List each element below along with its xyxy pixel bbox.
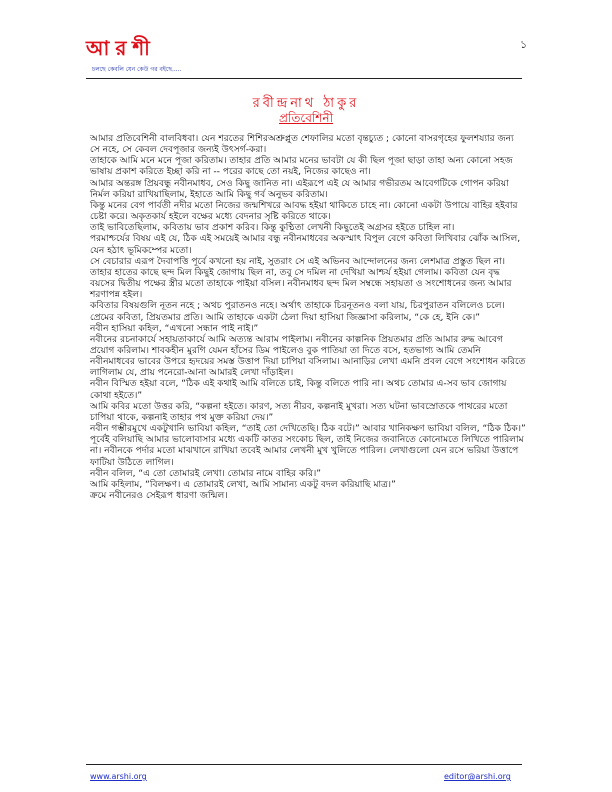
paragraph: পূর্বেই বলিয়াছি আমার ভালোবাসার মধ্যে একটি কাতর সংকোচ ছিল, তাই নিজের জবানিতে কোনোমতে লিখিতে পারিলাম না। নবীনকে পর্দার মতো মাঝখানে রাখিয়া তবেই আমার লেখনী মুখ খুলিতে পারিল। লেখাগুলো যেন রসে ভরিয়া উত্তাপে ফাটিয়া উঠিতে লাগিল।: [90, 435, 524, 468]
paragraph: নবীনের রচনাকার্যে সহায়তাকার্যে আমি অত্যন্ত আরাম পাইলাম। নবীনের কাল্পনিক প্রিয়তমার প্রতি আমার রুদ্ধ আবেগ প্রয়োগ করিলাম। শাবকহীন মুরগি যেমন হাঁসের ডিম পাইলেও বুক পাতিয়া তা দিতে বসে, হতভাগ্য আমি তেমনি নবীনমাধবের ভাবের উপরে হৃদয়ের সমস্ত উত্তাপ দিয়া চাপিয়া বসিলাম। আনাড়ির লেখা এমনি প্রবল বেগে সংশোধন করিতে লাগিলাম যে, প্রায় পনেরো-আনা আমারই লেখা দাঁড়াইল।: [90, 334, 526, 379]
paragraph: নবীন বিস্মিত হইয়া বলে, “ঠিক এই কথাই আমি বলিতে চাই, কিন্তু বলিতে পারি না। অথচ তোমার এ-সব ভাব জোগায় কোথা হইতে।”: [90, 379, 507, 401]
story-title: প্রতিবেশিনী: [278, 111, 334, 125]
page-number: ১: [520, 38, 528, 51]
paragraph: আমার অন্তরঙ্গ প্রিয়বন্ধু নবীনমাধব, সেও কিছু জানিত না। এইরূপে এই যে আমার গভীরতম আবেগটিকে গোপন করিয়া নির্মল করিয়া রাখিয়াছিলাম, ইহাতে আমি কিছু গর্ব অনুভব করিতাম।: [90, 178, 509, 200]
paragraph: আমার প্রতিবেশিনী বালবিধবা। যেন শরতের শিশিরঅশ্রুপ্লুত শেফালির মতো বৃন্তচ্যুত ; কোনো বাসরগৃহের ফুলশয্যার জন্য সে নহে, সে কেবল দেবপূজার জন্যই উৎসর্গ-করা।: [90, 134, 514, 156]
magazine-tagline: চলছে কেবলি যেন কেউ গর বইছে.....: [92, 66, 182, 73]
header-divider: [86, 78, 522, 79]
magazine-logo: আরশী: [86, 36, 156, 60]
paragraph: তাই ভাবিতেছিলাম, কবিতায় ভাব প্রকাশ করিব। কিন্তু কুণ্ঠিতা লেখনী কিছুতেই অগ্রসর হইতে চাহিল না।: [90, 223, 455, 234]
paragraph: আমি কহিলাম, “বিলক্ষণ। এ তোমারই লেখা, আমি সামান্য একটু বদল করিয়াছি মাত্র।”: [90, 479, 396, 490]
paragraph: নবীন হাসিয়া কহিল, “এখনো সন্ধান পাই নাই।”: [90, 323, 259, 334]
paragraph: আমি কবির মতো উত্তর করি, “কল্পনা হইতে। কারণ, সত্য নীরব, কল্পনাই মুখরা। সত্য ঘটনা ভাবস্রোতকে পাথরের মতো চাপিয়া থাকে, কল্পনাই তাহার পথ মুক্ত করিয়া দেয়।”: [90, 401, 508, 423]
story-body: [90, 134, 526, 502]
author-name: রবীন্দ্রনাথ ঠাকুর: [252, 96, 360, 111]
paragraph: কিন্তু মনের বেগ পার্বতী নদীর মতো নিজের জন্মশিখরে আবদ্ধ হইয়া থাকিতে চাহে না। কোনো একটা উপায়ে বাহির হইবার চেষ্টা করে। অকৃতকার্য হইলে বক্ষের মধ্যে বেদনার সৃষ্টি করিতে থাকে।: [90, 200, 518, 223]
paragraph: পরমাশ্চর্যের বিষয় এই যে, ঠিক এই সময়েই আমার বন্ধু নবীনমাধবের অকস্মাৎ বিপুল বেগে কবিতা লিখিবার ঝোঁক আসিল, যেন হঠাৎ ভূমিকম্পের মতো।: [90, 234, 521, 256]
paragraph: তাহাকে আমি মনে মনে পূজা করিতাম। তাহার প্রতি আমার মনের ভাবটা যে কী ছিল পূজা ছাড়া তাহা অন্য কোনো সহজ ভাষায় প্রকাশ করিতে ইচ্ছা করি না -- পরের কাছে তো নয়ই, নিজের কাছেও না।: [90, 156, 513, 178]
paragraph: নবীন গম্ভীরমুখে একটুখানি ভাবিয়া কহিল, “তাই তো দেখিতেছি। ঠিক বটে।” আবার খানিকক্ষণ ভাবিয়া বলিল, “ঠিক ঠিক।”: [90, 424, 526, 435]
email-link[interactable]: editor@arshi.org: [444, 772, 511, 781]
footer-divider: [86, 764, 522, 765]
website-link[interactable]: www.arshi.org: [90, 772, 147, 781]
paragraph: সে বেচারার এরূপ দৈবাপত্তি পূর্বে কখনো হয় নাই, সুতরাং সে এই অভিনব আন্দোলনের জন্য লেশমাত্র প্রস্তুত ছিল না। তাহার হাতের কাছে ছন্দ মিল কিছুই জোগায় ছিল না, তবু সে দমিল না দেখিয়া আশ্চর্য হইয়া গেলাম। কবিতা যেন বৃদ্ধ বয়সের দ্বিতীয় পক্ষের স্ত্রীর মতো তাহাকে পাইয়া বসিল। নবীনমাধব ছন্দ মিল সম্বন্ধে সহায়তা ও সংশোধনের জন্য আমার শরণাপন্ন হইল।: [90, 256, 512, 301]
paragraph: কবিতার বিষয়গুলি নূতন নহে ; অথচ পুরাতনও নহে। অর্থাৎ তাহাকে চিরনূতনও বলা যায়, চিরপুরাতন বলিলেও চলে। প্রেমের কবিতা, প্রিয়তমার প্রতি। আমি তাহাকে একটা ঠেলা দিয়া হাসিয়া জিজ্ঞাসা করিলাম, “কে হে, ইনি কে।”: [90, 301, 505, 323]
paragraph: ক্রমে নবীনেরও সেইরূপ ধারণা জন্মিল।: [90, 491, 228, 501]
paragraph: নবীন বলিল, “এ তো তোমারই লেখা। তোমার নামে বাহির করি।”: [90, 468, 321, 479]
